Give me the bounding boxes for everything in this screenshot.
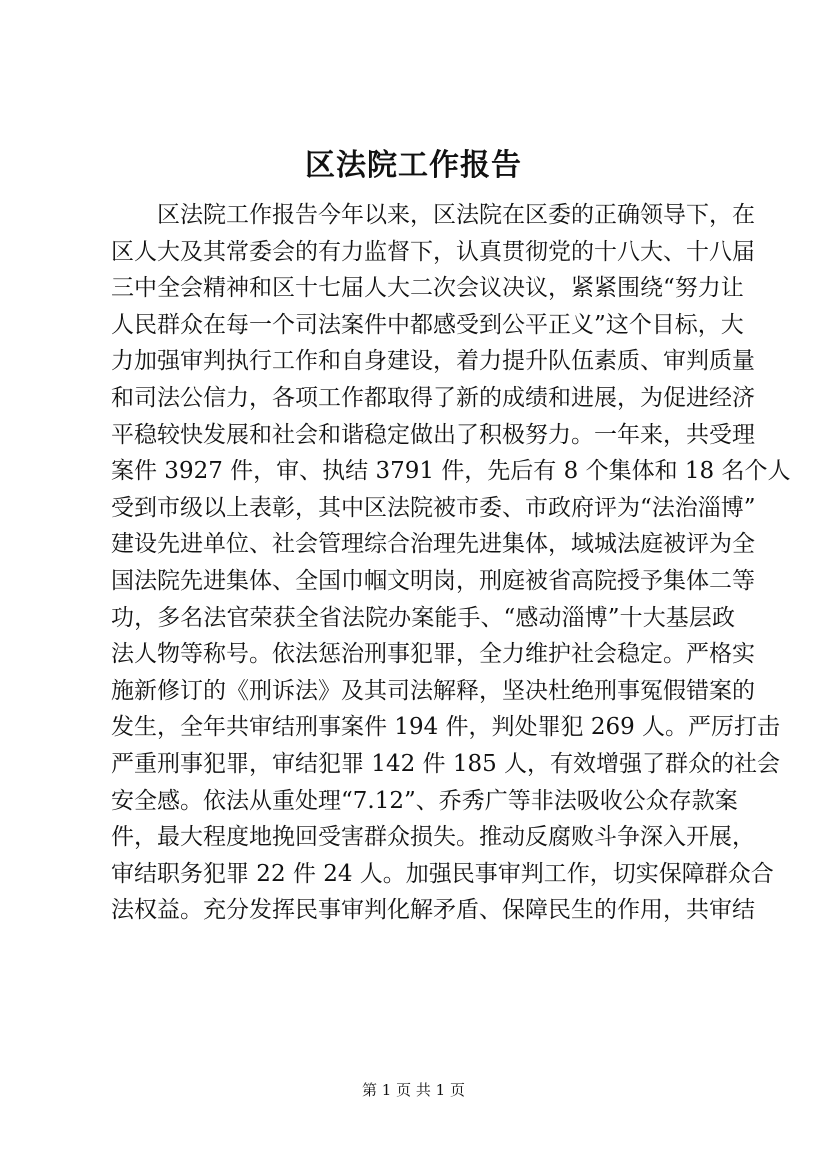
page-footer: 第 1 页 共 1 页 bbox=[362, 1081, 465, 1099]
body-line: 严重刑事犯罪，审结犯罪 142 件 185 人，有效增强了群众的社会 bbox=[111, 750, 781, 777]
body-line: 件，最大程度地挽回受害群众损失。推动反腐败斗争深入开展， bbox=[111, 824, 755, 851]
body-line: 法权益。充分发挥民事审判化解矛盾、保障民生的作用，共审结 bbox=[111, 897, 755, 924]
body-line: 建设先进单位、社会管理综合治理先进集体，域城法庭被评为全 bbox=[111, 531, 755, 558]
body-line: 国法院先进集体、全国巾帼文明岗，刑庭被省高院授予集体二等 bbox=[111, 567, 755, 594]
body-line: 案件 3927 件，审、执结 3791 件，先后有 8 个集体和 18 名个人 bbox=[111, 458, 791, 485]
body-line: 安全感。依法从重处理“7.12”、乔秀广等非法吸收公众存款案 bbox=[111, 787, 738, 814]
body-line: 受到市级以上表彰，其中区法院被市委、市政府评为“法治淄博” bbox=[111, 494, 756, 521]
body-line: 法人物等称号。依法惩治刑事犯罪，全力维护社会稳定。严格实 bbox=[111, 641, 755, 668]
document-body bbox=[111, 197, 791, 929]
body-line: 力加强审判执行工作和自身建设，着力提升队伍素质、审判质量 bbox=[111, 348, 755, 375]
body-line: 区人大及其常委会的有力监督下，认真贯彻党的十八大、十八届 bbox=[111, 238, 755, 265]
body-line: 区法院工作报告今年以来，区法院在区委的正确领导下，在 bbox=[157, 202, 755, 228]
document-title: 区法院工作报告 bbox=[305, 148, 522, 183]
body-line: 人民群众在每一个司法案件中都感受到公平正义”这个目标，大 bbox=[111, 311, 744, 338]
body-line: 发生，全年共审结刑事案件 194 件，判处罪犯 269 人。严厉打击 bbox=[111, 714, 781, 741]
body-line: 审结职务犯罪 22 件 24 人。加强民事审判工作，切实保障群众合 bbox=[111, 860, 774, 887]
body-line: 功，多名法官荣获全省法院办案能手、“感动淄博”十大基层政 bbox=[111, 604, 735, 631]
body-line: 三中全会精神和区十七届人大二次会议决议，紧紧围绕“努力让 bbox=[111, 275, 744, 302]
body-line: 平稳较快发展和社会和谐稳定做出了积极努力。一年来，共受理 bbox=[111, 421, 755, 448]
body-line: 施新修订的《刑诉法》及其司法解释，坚决杜绝刑事冤假错案的 bbox=[111, 677, 755, 704]
body-line: 和司法公信力，各项工作都取得了新的成绩和进展，为促进经济 bbox=[111, 384, 755, 411]
